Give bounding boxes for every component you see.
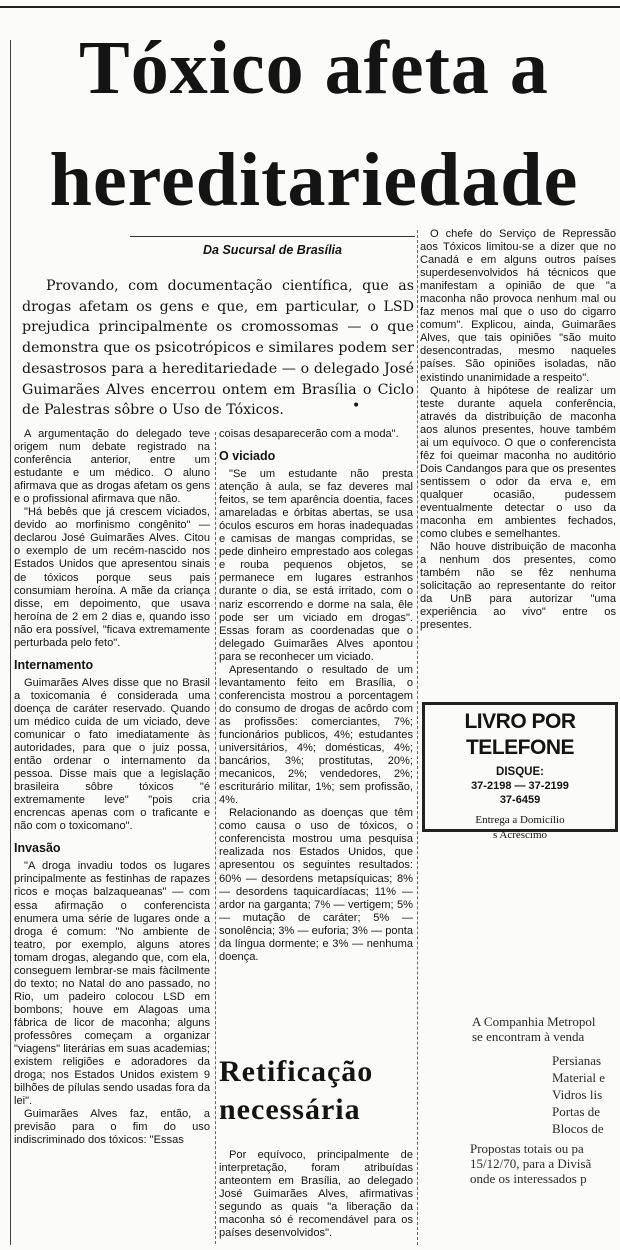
correction-title-line-2: necessária	[219, 1093, 361, 1126]
paragraph: Guimarães Alves disse que no Brasil a toxicomania é considerada uma doença de caráter reservado. Quando um médico cuida de um viciado, deve comunicar o fato imediatamente às autoridades, para que o juiz possa, então ordenar o internamento da pessoa. Disse mais que a legislação brasileira sôbre tóxicos "é extremamente leve" "pois cria encrencas apenas com o traficante e não com o toxicomano".	[14, 676, 210, 833]
paragraph: Não houve distribuição de maconha a nenhum dos presentes, como também não se fêz nenhuma solicitação ao representante do reitor da UnB para autorizar "uma experiência ao vivo" entre os presentes.	[420, 541, 616, 632]
paragraph: Quanto à hipótese de realizar um teste durante aquela conferência, através da distribuição de maconha aos alunos presentes, houve também ai um equívoco. O que o conferencista fêz foi queimar maconha no auditório Dois Candangos para que os presentes sentissem o odor da erva e, em qualquer ocasião, pudessem eventualmente detectar o uso da maconha em ambientes fechados, como clubes e semelhantes.	[420, 384, 616, 541]
column-rule-2	[417, 230, 418, 1245]
notice-line-5: onde os interessados p	[470, 1171, 587, 1186]
correction-title-line-1: Retificação	[219, 1055, 374, 1088]
paragraph: Apresentando o resultado de um levantamento feito em Brasília, o conferencista mostrou a porcentagem do consumo de drogas de acôrdo com as profissões: comerciantes, 7%; funcionários publicos, 4%; estudantes universitários, 4%; domésticas, 4%; bancários, 3%; prostitutas, 20%; mecanicos, 2%; vendedores, 2%; escriturário militar, 1%; sem profissão, 4%.	[219, 663, 413, 807]
subhead-invasao: Invasão	[14, 841, 61, 856]
article-column-3	[420, 228, 616, 632]
column-rule-1	[215, 432, 216, 1244]
paragraph: A argumentação do delegado teve origem num debate registrado na conferência anterior, entre um estudante e um médico. O aluno afirmava que as drogas afetam os gens e o profissional afirmava que não.	[14, 428, 210, 506]
paragraph: coisas desaparecerão com a moda".	[219, 428, 399, 440]
correction-article	[219, 1053, 413, 1240]
partial-notice-footer	[470, 1141, 620, 1186]
book-by-phone-ad	[422, 702, 618, 841]
correction-body	[219, 1149, 413, 1240]
notice-item: Blocos de	[552, 1121, 604, 1136]
paragraph: "A droga invadiu todos os lugares principalmente as festinhas de rapazes ricos e moças balzaqueanas" — com essa afirmação o conferencista enumera uma série de lugares onde a droga é comum: "No ambiente de teatro, por exemplo, alguns atores tomam drogas, alegando que, com ela, conseguem lembrar-se mais fàcilmente do texto; no Natal do ano passado, no Rio, um padeiro colocou LSD em bombons; houve em Alagoas uma fábrica de licor de maconha; alguns professôres começam a organizar "viagens" literárias em suas academias; existem religiões e adoradores da droga; nos Estados Unidos existem 9 bilhões de pílulas sendo usadas fora da lei".	[14, 860, 210, 1108]
partial-notice	[472, 1014, 620, 1137]
article-column-2	[219, 428, 413, 964]
paragraph: O chefe do Serviço de Repressão aos Tóxicos limitou-se a dizer que no Canadá e em alguns outros países superdesenvolvidos há técnicos que manifestam a opinião de que "a maconha não provoca nenhum mal ou faz menos mal que o uso do cigarro comum". Explicou, ainda, Guimarães Alves, que tais opiniões "são muito desencontradas, mesmo naqueles países. São opiniões isoladas, não existindo unanimidade a respeito".	[420, 228, 616, 384]
ad-line-2: s Acréscimo	[492, 829, 548, 841]
headline-line-1: Tóxico afeta a	[79, 26, 549, 110]
ad-line-1: Entrega a Domicílio	[475, 814, 565, 826]
lead-paragraph: Provando, com documentação científica, que as drogas afetam os gens e que, em particular, o LSD prejudica principalmente os cromossomas — o que demonstra que os psicotrópicos e similares podem ser desastrosos para a hereditariedade — o delegado José Guimarães Alves encerrou ontem em Brasília o Ciclo de Palestras sôbre o Uso de Tóxicos.	[22, 278, 414, 419]
subhead-internamento: Internamento	[14, 657, 94, 672]
ad-title: LIVRO POR TELEFONE	[464, 710, 576, 759]
ad-phone-number-2: 37-6459	[499, 794, 541, 806]
ad-disque: DISQUE:	[496, 766, 544, 778]
ad-phone-numbers: 37-2198 — 37-2199	[471, 780, 569, 792]
notice-line-2: se encontram à venda	[472, 1029, 585, 1044]
headline-line-2: hereditariedade	[49, 138, 579, 222]
notice-line-3: Propostas totais ou pa	[470, 1141, 584, 1156]
notice-item: Vidros lis	[552, 1087, 603, 1102]
subhead-viciado: O viciado	[219, 449, 276, 464]
paragraph: "Se um estudante não presta atenção à aula, se faz deveres mal feitos, se tem aparência doentia, faces amareladas e órbitas abertas, se usa óculos escuros em horas inadequadas e camisas de mangas compridas, se pede dinheiro emprestado aos colegas e rouba pequenos objetos, se permanece em lugares estranhos durante o dia, se está irritado, com o nariz escorrendo e dorme na sala, êle pode ser um viciado em drogas". Essas foram as coordenadas que o delegado Guimarães Alves apontou para se reconhecer um viciado.	[219, 468, 413, 663]
top-rule	[0, 6, 620, 8]
article-column-1	[14, 428, 210, 1147]
notice-items	[552, 1052, 620, 1137]
ad-delivery-line	[425, 813, 615, 843]
paragraph: Guimarães Alves faz, então, a previsão para o fim do uso indiscriminado dos tóxicos: "Essas	[14, 1108, 210, 1147]
notice-line-4: 15/12/70, para a Divisã	[470, 1156, 592, 1171]
paragraph: Relacionando as doenças que têm como causa o uso de tóxicos, o conferencista mostrou uma pesquisa realizada nos Estados Unidos, que apresentou os seguintes resultados: 60% — desordens metapsíquicas; 8% — desordens taquicardíacas; 11% — ardor na garganta; 7% — vertigem; 5% — mutação de caráter; 5% — sonolência; 3% — euforia; 3% — ponta da língua dormente; e 3% — nenhuma doença.	[219, 807, 413, 963]
left-rule	[10, 40, 11, 1245]
notice-item: Material e	[552, 1070, 606, 1085]
notice-line-1: A Companhia Metropol	[472, 1014, 596, 1029]
notice-item: Persianas	[552, 1053, 602, 1068]
notice-item: Portas de	[552, 1104, 601, 1119]
bullet-dot: •	[352, 398, 361, 414]
byline: Da Sucursal de Brasília	[130, 236, 415, 257]
paragraph: Por equívoco, principalmente de interpretação, foram atribuídas anteontem em Brasília, ao delegado José Guimarães Alves, afirmativas segundo as quais "a liberação da maconha só é recomendável para os países desenvolvidos".	[219, 1149, 413, 1240]
paragraph: "Há bebês que já crescem viciados, devido ao morfinismo congênito" — declarou José Guimarães Alves. Citou o exemplo de um recém-nascido nos Estados Unidos que apresentou sinais de tóxicos porque seus pais consumiam heroína. A mãe da criança disse, em depoimento, que usava heroína de 2 em 2 dias e, quando isso não era possível, "ficava extremamente perturbada pelo feto".	[14, 506, 210, 649]
